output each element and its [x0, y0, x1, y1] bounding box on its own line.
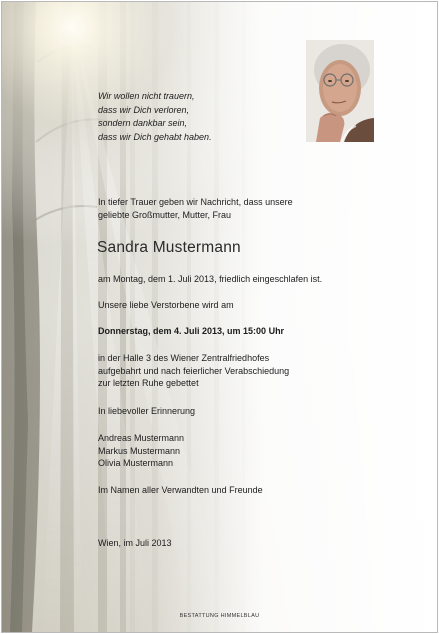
location-line-1: in der Halle 3 des Wiener Zentralfriedhofes [98, 353, 270, 363]
mourner-name: Olivia Mustermann [98, 458, 174, 469]
intro-line-2: geliebte Großmutter, Mutter, Frau [98, 209, 232, 220]
funeral-intro: Unsere liebe Verstorbene wird am [98, 300, 234, 310]
deceased-name: Sandra Mustermann [97, 239, 241, 256]
poem [98, 90, 212, 144]
relatives-note: Im Namen aller Verwandten und Freunde [98, 485, 263, 495]
funeral-location [98, 352, 289, 390]
elderly-woman-photo-icon [306, 40, 374, 142]
mourners-list [98, 432, 184, 470]
mourner-name: Markus Mustermann [98, 445, 181, 456]
mourner-name: Andreas Mustermann [98, 433, 185, 443]
poem-line-2: dass wir Dich verloren, [98, 104, 190, 115]
poem-line-4: dass wir Dich gehabt haben. [98, 131, 212, 142]
poem-line-3: sondern dankbar sein, [98, 118, 188, 129]
funeral-date: Donnerstag, dem 4. Juli 2013, um 15:00 Uhr [98, 326, 285, 336]
funeral-home-footer: BESTATTUNG HIMMELBLAU [179, 613, 260, 619]
intro-text [98, 196, 293, 221]
remembrance-text: In liebevoller Erinnerung [98, 406, 196, 416]
obituary-card [1, 1, 438, 633]
poem-line-1: Wir wollen nicht trauern, [98, 91, 195, 101]
location-line-3: zur letzten Ruhe gebettet [98, 378, 199, 389]
death-notice: am Montag, dem 1. Juli 2013, friedlich eingeschlafen ist. [98, 274, 323, 284]
location-line-2: aufgebahrt und nach feierlicher Verabschiedung [98, 365, 290, 376]
portrait-photo [306, 40, 374, 142]
intro-line-1: In tiefer Trauer geben wir Nachricht, dass unsere [98, 197, 293, 207]
place-and-date: Wien, im Juli 2013 [98, 538, 172, 548]
